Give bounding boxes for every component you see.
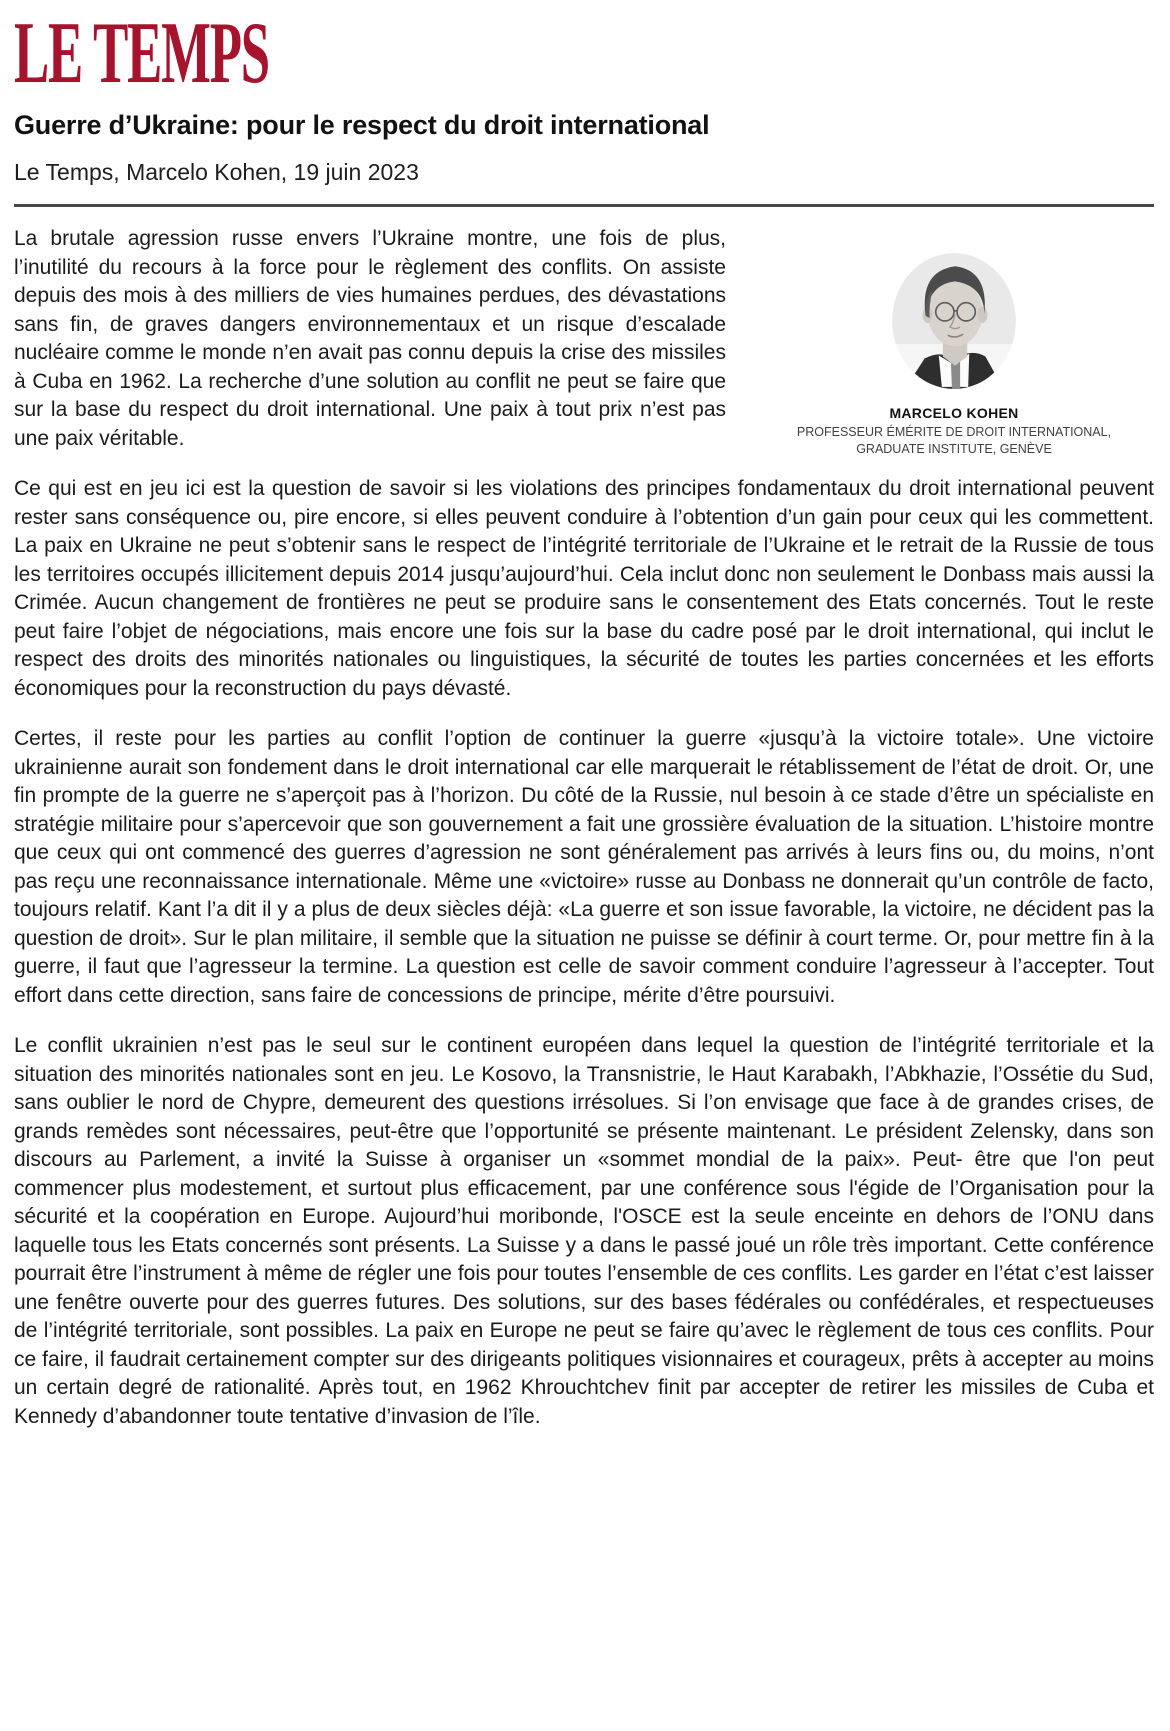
author-portrait-photo-icon [888,251,1020,393]
article-headline: Guerre d’Ukraine: pour le respect du droit international [14,110,710,140]
lead-paragraph: La brutale agression russe envers l’Ukraine montre, une fois de plus, l’inutilité du recours à la force pour le règlement des conflits. On assiste depuis des mois à des milliers de vies humaines perdues, des dévastations sans fin, de graves dangers environnementaux et un risque d’escalade nucléaire comme le monde n’en avait pas connu depuis la crise des missiles à Cuba en 1962. La recherche d’une solution au conflit ne peut se faire que sur la base du respect du droit international. Une paix à tout prix n’est pas une paix véritable. [14,227,726,450]
author-photo-block [754,225,1154,458]
masthead [14,5,1154,207]
article-paragraph: Certes, il reste pour les parties au conflit l’option de continuer la guerre «jusqu’à la victoire totale». Une victoire ukrainienne aurait son fondement dans le droit international car elle marquerait le rétablissement de l’état de droit. Or, une fin prompte de la guerre ne s’aperçoit pas à l’horizon. Du côté de la Russie, nul besoin à ce stade d’être un spécialiste en stratégie militaire pour s’apercevoir que son gouvernement a fait une grossière évaluation de la situation. L’histoire montre que ceux qui ont commencé des guerres d’agression ne sont généralement pas arrivés à leurs fins ou, du moins, n’ont pas reçu une reconnaissance internationale. Même une «victoire» russe au Donbass ne donnerait qu’un contrôle de facto, toujours relatif. Kant l’a dit il y a plus de deux siècles déjà: «La guerre et son issue favorable, la victoire, ne décident pas la question de droit». Sur le plan militaire, il semble que la situation ne puisse se définir à court terme. Or, pour mettre fin à la guerre, il faut que l’agresseur la termine. La question est celle de savoir comment conduire l’agresseur à l’accepter. Tout effort dans cette direction, sans faire de concessions de principe, mérite d’être poursuivi. [14,727,1154,1007]
article-body [14,225,1154,1431]
header-divider [14,204,1154,207]
lead-section [14,225,1154,475]
le-temps-logo: LE TEMPS [14,5,269,102]
photo-caption-role-line1: PROFESSEUR ÉMÉRITE DE DROIT INTERNATIONAL, [796,425,1112,439]
photo-caption-role-line2: GRADUATE INSTITUTE, GENÈVE [856,442,1052,456]
article-byline: Le Temps, Marcelo Kohen, 19 juin 2023 [14,159,419,185]
article-paragraph: Ce qui est en jeu ici est la question de savoir si les violations des principes fondamentaux du droit international peuvent rester sans conséquence ou, pire encore, si elles peuvent conduire à l’obtention d’un gain pour ceux qui les commettent. La paix en Ukraine ne peut s’obtenir sans le respect de l’intégrité territoriale de l’Ukraine et le retrait de la Russie de tous les territoires occupés illicitement depuis 2014 jusqu’aujourd’hui. Cela inclut donc non seulement le Donbass mais aussi la Crimée. Aucun changement de frontières ne peut se produire sans le consentement des Etats concernés. Tout le reste peut faire l’objet de négociations, mais encore une fois sur la base du cadre posé par le droit international, qui inclut le respect des droits des minorités nationales ou linguistiques, la sécurité de toutes les parties concernées et les efforts économiques pour la reconstruction du pays dévasté. [14,477,1154,700]
article-paragraph: Le conflit ukrainien n’est pas le seul sur le continent européen dans lequel la question de l’intégrité territoriale et la situation des minorités nationales sont en jeu. Le Kosovo, la Transnistrie, le Haut Karabakh, l’Abkhazie, l’Ossétie du Sud, sans oublier le nord de Chypre, demeurent des questions irrésolues. Si l’on envisage que face à de grandes crises, de grands remèdes sont nécessaires, peut-être que l’opportunité se présente maintenant. Le président Zelensky, dans son discours au Parlement, a invité la Suisse à organiser un «sommet mondial de la paix». Peut- être que l'on peut commencer plus modestement, et surtout plus efficacement, par une conférence sous l'égide de l’Organisation pour la sécurité et la coopération en Europe. Aujourd’hui moribonde, l'OSCE est la seule enceinte en dehors de l’ONU dans laquelle tous les Etats concernés sont présents. La Suisse y a dans le passé joué un rôle très important. Cette conférence pourrait être l’instrument à même de régler une fois pour toutes l’ensemble de ces conflits. Les garder en l’état c’est laisser une fenêtre ouverte pour des guerres futures. Des solutions, sur des bases fédérales ou confédérales, et respectueuses de l’intégrité territoriale, sont possibles. La paix en Europe ne peut se faire qu’avec le règlement de tous ces conflits. Pour ce faire, il faudrait certainement compter sur des dirigeants politiques visionnaires et courageux, prêts à accepter au moins un certain degré de rationalité. Après tout, en 1962 Khrouchtchev finit par accepter de retirer les missiles de Cuba et Kennedy d’abandonner toute tentative d’invasion de l’île. [14,1034,1154,1428]
photo-caption-name: MARCELO KOHEN [889,405,1019,421]
